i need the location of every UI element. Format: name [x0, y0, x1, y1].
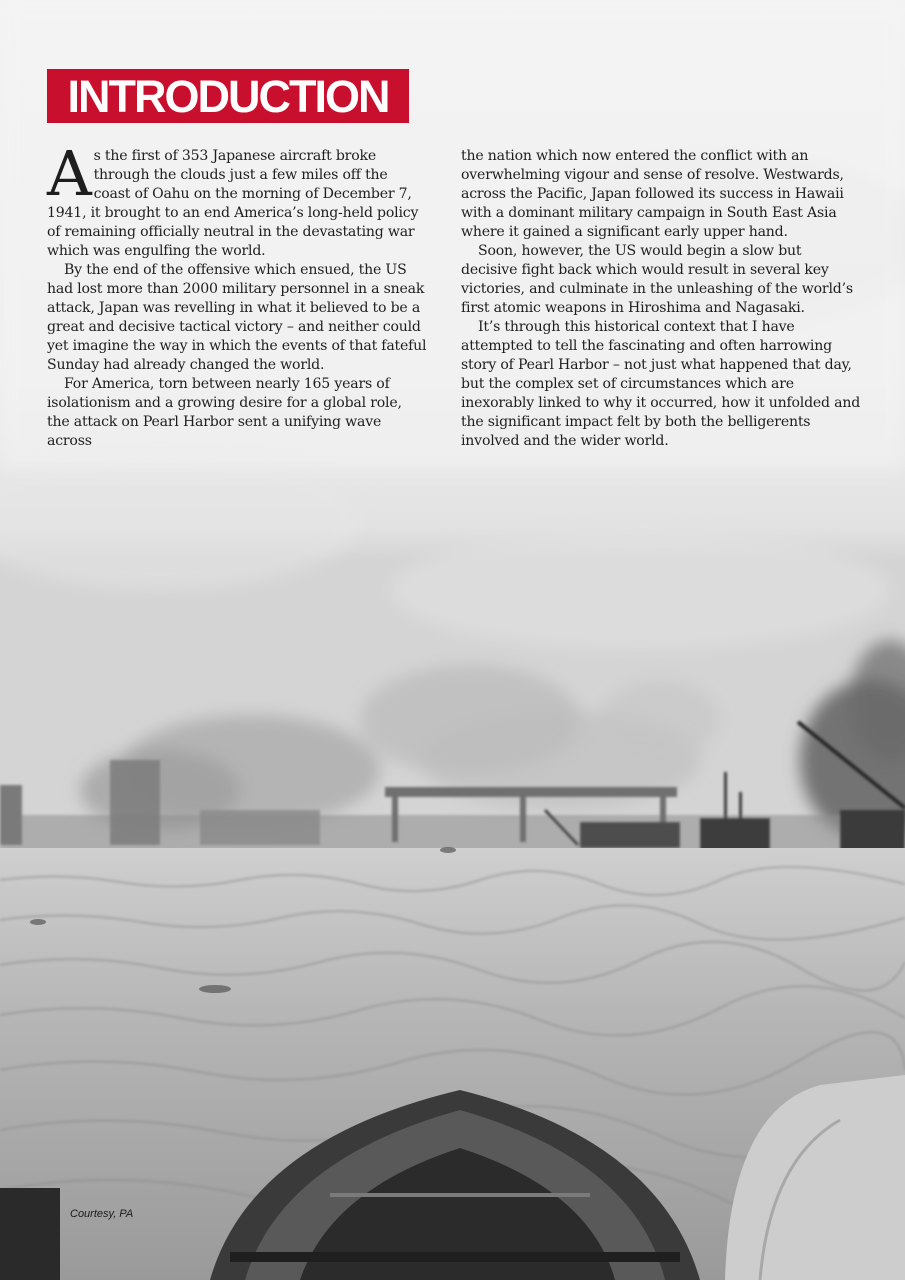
- paragraph: It’s through this historical context that I have attempted to tell the fascinating and often harrowing story of Pearl Harbor – not just what happened that day, but the complex set of circumstances which are inexorably linked to why it occurred, how it unfolded and the significant impact felt by both the belligerents involved and the wider world.: [461, 319, 861, 449]
- paragraph-text: s the first of 353 Japanese aircraft broke through the clouds just a few miles off the coast of Oahu on the morning of December 7, 1941, it brought to an end America’s long-held policy of remaining officially neutral in the devastating war which was engulfing the world.: [47, 148, 419, 259]
- paragraph: By the end of the offensive which ensued, the US had lost more than 2000 military personnel in a sneak attack, Japan was revelling in what it believed to be a great and decisive tactical victory – and neither could yet imagine the way in which the events of that fateful Sunday had already changed the world.: [47, 262, 427, 373]
- text-column-left: [47, 137, 427, 451]
- drop-cap: A: [47, 137, 92, 210]
- text-column-right: [461, 147, 861, 451]
- foreground-post: [0, 1188, 60, 1280]
- photo-credit: Courtesy, PA: [70, 1208, 134, 1220]
- paragraph: Soon, however, the US would begin a slow but decisive fight back which would result in several key victories, and culminate in the unleashing of the world’s first atomic weapons in Hiroshima and Nagasaki.: [461, 243, 853, 316]
- heading-banner: [47, 69, 409, 123]
- paragraph: For America, torn between nearly 165 years of isolationism and a growing desire for a global role, the attack on Pearl Harbor sent a unifying wave across: [47, 376, 402, 449]
- paragraph: the nation which now entered the conflict with an overwhelming vigour and sense of resolve. Westwards, across the Pacific, Japan followed its success in Hawaii with a dominant military campaign in South East Asia where it gained a significant early upper hand.: [461, 148, 844, 240]
- paragraph: [47, 137, 427, 261]
- page-heading: INTRODUCTION: [67, 70, 389, 122]
